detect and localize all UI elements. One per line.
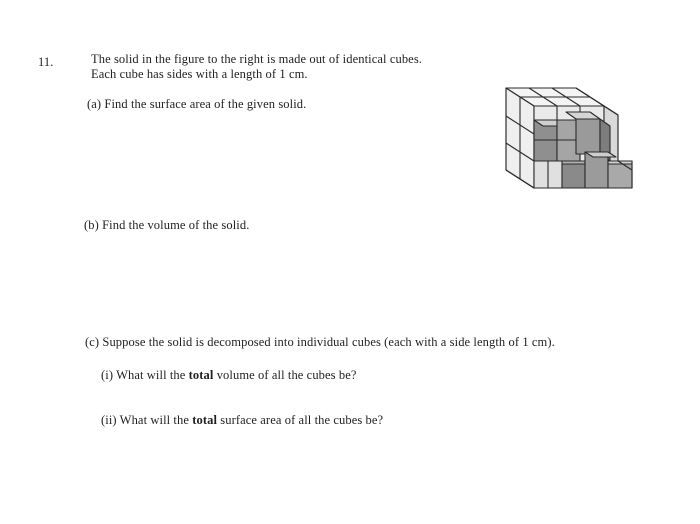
cube-solid-figure-icon: [500, 82, 635, 190]
part-c-i-bold: total: [188, 368, 214, 382]
question-number: 11.: [38, 55, 54, 69]
part-c-ii-bold: total: [192, 413, 218, 427]
shaded-low-cube-1: [562, 164, 585, 188]
part-c-i-prompt: [101, 368, 357, 383]
part-c-i-before: (i) What will the: [101, 368, 189, 382]
part-c-i-after: volume of all the cubes be?: [213, 368, 357, 382]
question-intro-line1: The solid in the figure to the right is made out of identical cubes.: [91, 52, 423, 66]
shaded-top-right-front: [576, 119, 600, 154]
part-c-prompt: (c) Suppose the solid is decomposed into individual cubes (each with a side length of 1 cm).: [85, 335, 555, 349]
part-a-prompt: (a) Find the surface area of the given solid.: [87, 97, 307, 111]
part-b-prompt: (b) Find the volume of the solid.: [84, 218, 250, 232]
part-c-ii-prompt: [101, 413, 383, 428]
question-intro-line2: Each cube has sides with a length of 1 cm.: [91, 67, 308, 81]
part-c-ii-before: (ii) What will the: [101, 413, 193, 427]
part-c-ii-after: surface area of all the cubes be?: [217, 413, 384, 427]
